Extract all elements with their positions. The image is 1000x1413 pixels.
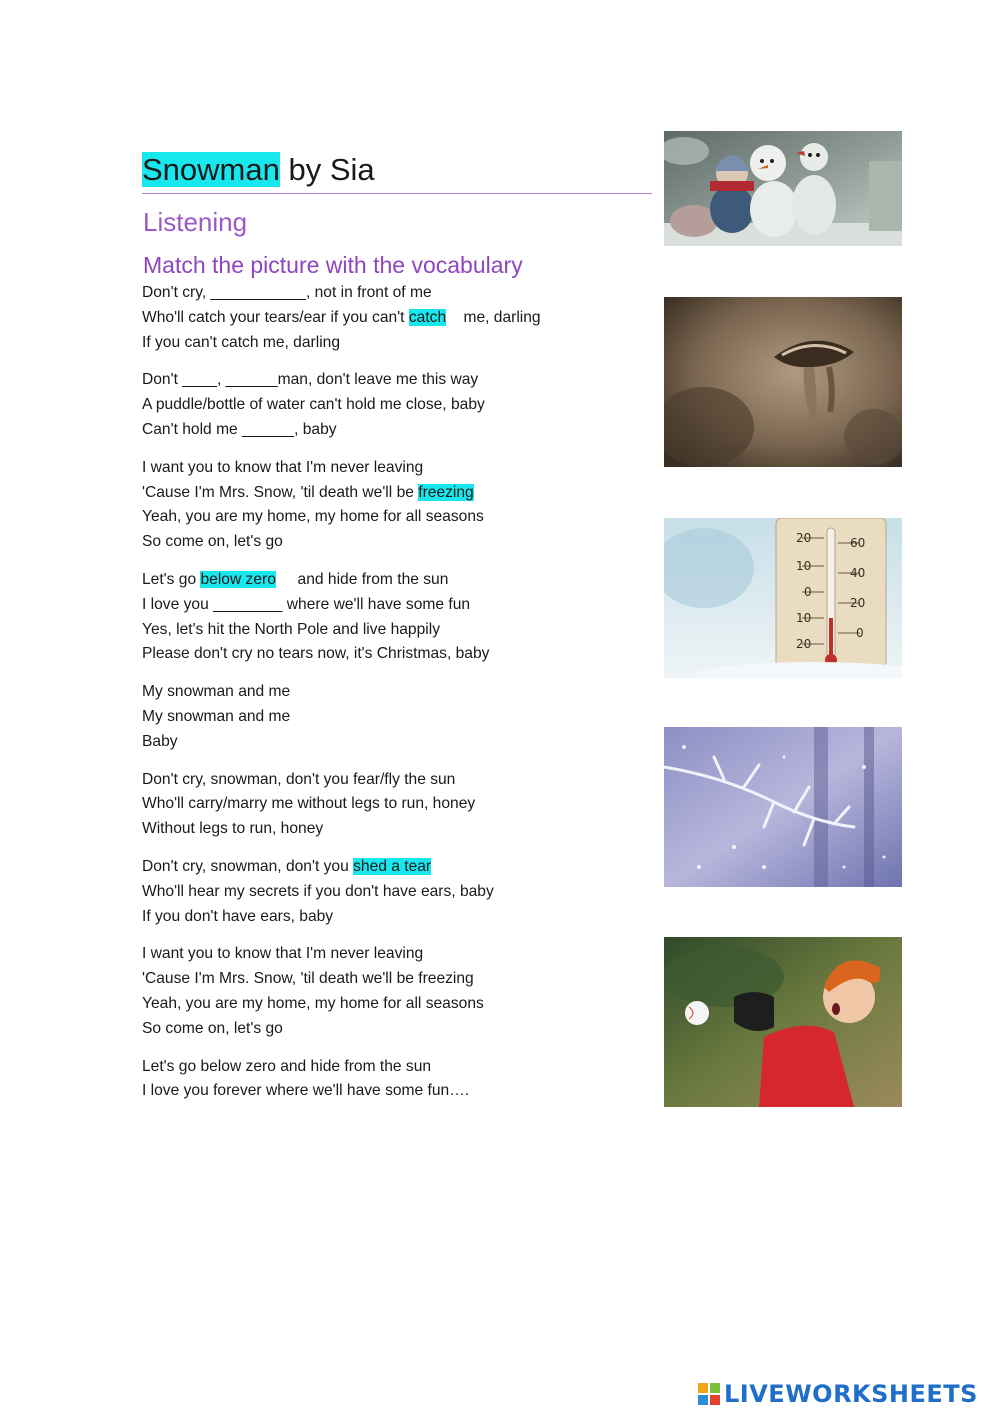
scale-label: 0 (856, 626, 864, 640)
stanza-2 (142, 368, 652, 442)
lyric-line: Yeah, you are my home, my home for all seasons (142, 994, 484, 1012)
lyric-line (142, 481, 652, 506)
lyric-text: Who'll catch your tears/ear if you can't (142, 308, 409, 326)
lyric-line: My snowman and me (142, 707, 291, 725)
footer-logo (698, 1376, 978, 1412)
vocab-highlight-shed-a-tear: shed a tear (353, 857, 432, 875)
lyric-text: me, darling (446, 308, 541, 326)
lyric-line: If you don't have ears, baby (142, 907, 334, 925)
lyric-line: Don't cry, snowman, don't you fear/fly the sun (142, 770, 456, 788)
thermometer-photo (664, 518, 902, 678)
stanza-8 (142, 942, 652, 1041)
lyric-line (142, 855, 652, 880)
lyrics (142, 281, 652, 1117)
lyric-text: 'Cause I'm Mrs. Snow, 'til death we'll be (142, 483, 419, 501)
vocab-highlight-below-zero: below zero (200, 570, 276, 588)
stanza-9 (142, 1055, 652, 1105)
crying-statue-photo (664, 297, 902, 467)
lyric-line: Don't cry, ___________, not in front of me (142, 284, 432, 301)
title-highlight: Snowman (142, 152, 280, 187)
scale-label: 20 (796, 637, 812, 651)
lyric-line: So come on, let's go (142, 533, 283, 551)
lyric-text: Don't cry, snowman, don't you (142, 857, 354, 875)
vocab-highlight-freezing: freezing (418, 483, 474, 501)
instruction-heading: Match the picture with the vocabulary (143, 252, 523, 278)
lyric-line: Can't hold me ______, baby (142, 420, 337, 438)
lyric-line: Don't ____, ______man, don't leave me this way (142, 371, 479, 389)
scale-label: 40 (850, 566, 866, 580)
lyric-line: A puddle/bottle of water can't hold me close, baby (142, 396, 485, 414)
scale-label: 20 (796, 531, 812, 545)
stanza-7 (142, 855, 652, 929)
title-artist: by Sia (279, 152, 375, 187)
stanza-4 (142, 568, 652, 667)
lyric-line (142, 306, 652, 331)
scale-label: 60 (850, 536, 866, 550)
vocab-highlight-catch: catch (408, 308, 447, 326)
lyric-line: Who'll hear my secrets if you don't have ears, baby (142, 882, 494, 900)
lyric-line: I want you to know that I'm never leaving (142, 458, 424, 476)
logo-text: LIVEWORKSHEETS (724, 1380, 978, 1408)
frozen-branch-photo (664, 727, 902, 887)
page-title (142, 148, 375, 192)
lyric-line: Let's go below zero and hide from the sun (142, 1057, 432, 1075)
lyric-line: Yeah, you are my home, my home for all seasons (142, 508, 484, 526)
boy-catching-ball-photo (664, 937, 902, 1107)
section-heading: Listening (143, 207, 248, 237)
lyric-line: Who'll carry/marry me without legs to run, honey (142, 795, 476, 813)
lyric-line: Please don't cry no tears now, it's Christmas, baby (142, 645, 490, 663)
lyric-line: Yes, let's hit the North Pole and live happily (142, 620, 440, 638)
lyric-line: I want you to know that I'm never leaving (142, 945, 424, 963)
stanza-1 (142, 281, 652, 355)
title-underline (142, 193, 652, 194)
lyric-line: If you can't catch me, darling (142, 333, 340, 351)
scale-label: 0 (804, 585, 812, 599)
snowman-couple-photo (664, 131, 902, 246)
lyric-line: Without legs to run, honey (142, 820, 324, 838)
lyric-line: Baby (142, 732, 178, 750)
scale-label: 20 (850, 596, 866, 610)
scale-label: 10 (796, 611, 812, 625)
lyric-line: My snowman and me (142, 683, 291, 701)
lyric-line: 'Cause I'm Mrs. Snow, 'til death we'll be freezing (142, 970, 474, 988)
scale-label: 10 (796, 559, 812, 573)
lyric-line: I love you ________ where we'll have some fun (142, 595, 471, 613)
lyric-line: So come on, let's go (142, 1019, 283, 1037)
liveworksheets-logo-icon (698, 1383, 720, 1405)
lyric-line: I love you forever where we'll have some fun…. (142, 1082, 470, 1100)
lyric-text: and hide from the sun (275, 570, 449, 588)
lyric-line (142, 568, 652, 593)
stanza-5 (142, 680, 652, 754)
lyric-text: Let's go (142, 570, 201, 588)
stanza-6 (142, 768, 652, 842)
stanza-3 (142, 456, 652, 555)
